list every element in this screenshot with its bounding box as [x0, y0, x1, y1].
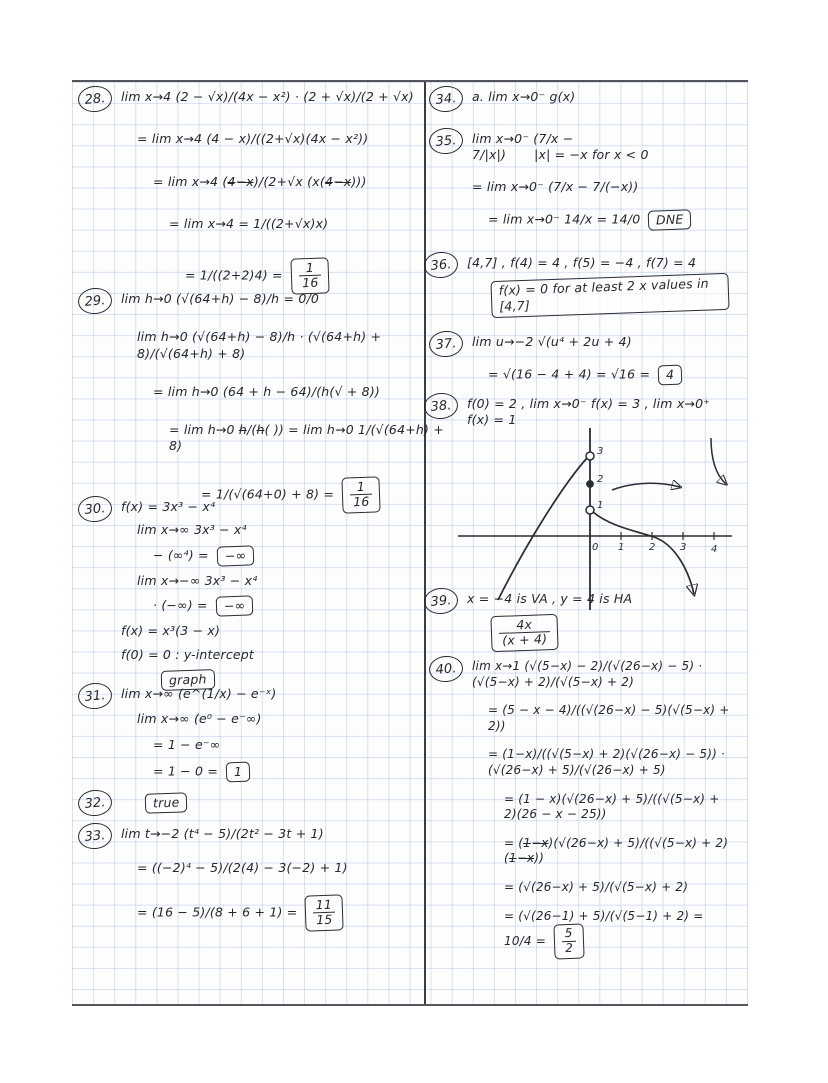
- math-line: [169, 216, 414, 232]
- problem-34: [429, 86, 575, 113]
- math-line: [137, 895, 348, 931]
- fraction-numerator: 1: [356, 478, 366, 494]
- open-point-y3: [586, 452, 594, 460]
- math-text: = 1/((2+2)4) =: [185, 267, 283, 283]
- fraction-denominator: 16: [299, 275, 322, 291]
- y-point-label: 3: [597, 446, 604, 457]
- left-branch-curve: [498, 458, 587, 600]
- problem-work: [467, 393, 729, 437]
- math-text: lim x→1 (√(5−x) − 2)/(√(26−x) − 5) · (√(5−x) + 2)/(√(5−x) + 2): [472, 659, 703, 689]
- boxed-answer: f(x) = 0 for at least 2 x values in [4,7]: [490, 273, 729, 318]
- math-line: [472, 659, 734, 690]
- problem-number-circle: 30.: [77, 495, 113, 524]
- math-text: lim h→0 (√(64+h) − 8)/h · (√(64+h) + 8)/(√(64+h) + 8): [137, 329, 382, 361]
- x-tick-label: 4: [711, 544, 718, 555]
- math-line: [467, 591, 632, 607]
- math-line: [472, 179, 734, 195]
- math-text: = lim x→4 (4 − x)/((2+√x)(4x − x²)): [137, 131, 369, 147]
- math-text: f(0) = 0 : y-intercept: [121, 646, 255, 662]
- problem-work: [472, 331, 682, 401]
- problem-number-circle: 29.: [77, 287, 113, 316]
- math-line: [121, 647, 257, 663]
- boxed-answer-fraction: [305, 894, 345, 931]
- math-line: [488, 703, 734, 734]
- math-line: [153, 546, 257, 566]
- fraction-numerator: 11: [315, 896, 333, 912]
- math-line: [504, 880, 734, 896]
- boxed-answer: true: [145, 792, 188, 814]
- math-line: [483, 615, 632, 651]
- problem-35: [429, 128, 734, 245]
- math-text: x = −4 is VA , y = 4 is HA: [467, 591, 633, 606]
- boxed-answer: graph: [161, 669, 215, 691]
- x-tick-label: 0: [592, 542, 599, 553]
- math-text: lim u→−2 √(u⁴ + 2u + 4): [472, 334, 632, 349]
- math-text: = 1 − 0 =: [153, 763, 219, 779]
- math-line: [121, 291, 451, 307]
- problem-36: [424, 252, 729, 320]
- y-point-label: 2: [597, 474, 604, 485]
- boxed-answer: DNE: [648, 209, 692, 231]
- right-branch-curve: [593, 512, 694, 594]
- boxed-answer-fraction: [553, 924, 584, 960]
- math-text: = lim h→0 h̶/(h̶( )) = lim h→0 1/(√(64+h) + 8): [169, 422, 444, 454]
- problem-number-circle: 38.: [423, 392, 459, 421]
- problem-number-circle: 39.: [423, 587, 459, 616]
- math-line: [472, 131, 734, 164]
- math-line: [488, 365, 682, 385]
- math-line: [153, 384, 451, 400]
- math-line: [504, 836, 734, 867]
- boxed-answer: −∞: [215, 595, 253, 617]
- problem-work: [121, 496, 257, 697]
- math-text: f(0) = 2 , lim x→0⁻ f(x) = 3 , lim x→0⁺ f(x) = 1: [467, 396, 711, 428]
- math-line: [153, 174, 414, 190]
- problem-28: [78, 86, 414, 320]
- math-line: [137, 522, 257, 538]
- problem-number-circle: 35.: [428, 127, 464, 156]
- math-line: [137, 711, 276, 727]
- math-line: [121, 826, 348, 842]
- problem-37: [429, 331, 682, 401]
- problem-work: [467, 252, 729, 320]
- math-text: lim h→0 (√(64+h) − 8)/h = 0/0: [121, 291, 320, 306]
- math-text: = lim x→4 = 1/((2+√x)x): [169, 215, 329, 231]
- math-line: [121, 686, 276, 702]
- math-line: [467, 255, 729, 271]
- x-tick-label: 2: [649, 542, 656, 553]
- boxed-answer-fraction: [341, 476, 381, 513]
- math-line: [137, 860, 348, 876]
- math-line: [483, 277, 729, 314]
- problem-work: [121, 86, 414, 320]
- math-text: lim x→−∞ 3x³ − x⁴: [137, 572, 258, 588]
- open-point-y1: [586, 506, 594, 514]
- fraction-denominator: 2: [562, 941, 576, 956]
- x-tick-label: 3: [680, 542, 687, 553]
- problem-work: [121, 823, 348, 948]
- math-text: = (1 − x)(√(26−x) + 5)/((√(5−x) + 2)(26 − x − 25)): [504, 791, 720, 822]
- problem-number-circle: 31.: [77, 682, 113, 711]
- math-line: [153, 762, 276, 782]
- problem-number-circle: 36.: [423, 251, 459, 280]
- problem-work: [467, 588, 632, 659]
- problem-31: [78, 683, 276, 791]
- math-text: = √(16 − 4 + 4) = √16 =: [488, 366, 651, 382]
- problem-number-circle: 37.: [428, 330, 464, 359]
- side-note: |x| = −x for x < 0: [534, 147, 649, 163]
- math-text: = ((−2)⁴ − 5)/(2(4) − 3(−2) + 1): [137, 860, 348, 876]
- problem-work: [472, 656, 734, 972]
- math-line: [472, 334, 682, 350]
- math-line: [137, 131, 414, 147]
- problem-number-circle: 33.: [77, 822, 113, 851]
- math-line: [153, 737, 276, 753]
- annotation-arrow-down: [711, 438, 726, 484]
- math-text: lim x→0⁻ (7/x − 7/|x|): [472, 131, 574, 163]
- math-text: lim t→−2 (t⁴ − 5)/(2t² − 3t + 1): [121, 826, 324, 841]
- math-text: = (1̶−̶x̶)(√(26−x) + 5)/((√(5−x) + 2)(1̶−̶x̶)): [504, 835, 729, 866]
- math-line: [121, 89, 414, 105]
- math-text: f(x) = x³(3 − x): [121, 623, 221, 639]
- math-text: = (5 − x − 4)/((√(26−x) − 5)(√(5−x) + 2)): [488, 703, 730, 733]
- math-text: = lim x→0⁻ 14/x = 14/0: [488, 211, 641, 227]
- math-text: = 1/(√(64+0) + 8) =: [201, 485, 335, 501]
- math-line: [488, 747, 734, 778]
- problem-number-circle: 34.: [428, 85, 464, 114]
- math-line: [137, 573, 257, 589]
- math-line: [137, 793, 187, 813]
- closed-point-y2: [587, 481, 594, 488]
- math-text: lim x→∞ (e⁰ − e⁻∞): [137, 711, 262, 727]
- boxed-answer: 4: [658, 365, 683, 386]
- fraction-numerator: 5: [564, 925, 573, 941]
- problem-30: [78, 496, 257, 697]
- graph-paper-sheet: [72, 80, 748, 1006]
- boxed-answer-fraction: [490, 614, 558, 652]
- math-line: [137, 329, 451, 362]
- boxed-answer: 1: [226, 761, 251, 782]
- fraction-denominator: 15: [313, 911, 336, 927]
- annotation-arrow-right: [612, 483, 680, 490]
- problem-work: [472, 128, 734, 245]
- problem-work: [121, 683, 276, 791]
- problem-40: [429, 656, 734, 972]
- math-text: lim x→∞ (e^(1/x) − e⁻ˣ): [121, 686, 277, 701]
- boxed-answer: −∞: [216, 545, 254, 567]
- math-line: [488, 210, 734, 230]
- math-text: = (1−x)/((√(5−x) + 2)(√(26−x) − 5)) · (√(26−x) + 5)/(√(26−x) + 5): [488, 747, 726, 777]
- math-text: · (−∞) =: [153, 597, 208, 613]
- math-line: [472, 89, 575, 105]
- math-text: = lim x→4 (4̶−̶x̶)/(2+√x (x(4̶−̶x̶))): [153, 173, 367, 189]
- problem-32: [78, 790, 187, 821]
- problem-work: [472, 86, 575, 113]
- math-text: [4,7] , f(4) = 4 , f(5) = −4 , f(7) = 4: [467, 255, 697, 270]
- piecewise-function-graph: [440, 424, 750, 614]
- fraction-numerator: 1: [305, 259, 314, 276]
- math-line: [169, 422, 451, 455]
- problem-number-circle: 28.: [77, 85, 113, 114]
- problem-39: [424, 588, 632, 659]
- math-text: = lim x→0⁻ (7/x − 7/(−x)): [472, 178, 639, 194]
- problem-number-circle: 32.: [77, 789, 113, 818]
- math-text: a. lim x→0⁻ g(x): [472, 89, 576, 104]
- problem-work: [121, 790, 187, 821]
- column-divider-line: [424, 82, 426, 1004]
- problem-33: [78, 823, 348, 948]
- fraction-numerator: 4x: [516, 616, 533, 633]
- math-line: [153, 596, 257, 616]
- math-text: = 1 − e⁻∞: [153, 736, 221, 752]
- math-line: [467, 396, 729, 429]
- math-text: lim x→4 (2 − √x)/(4x − x²) · (2 + √x)/(2 + √x): [121, 89, 414, 104]
- problem-38: [424, 393, 729, 437]
- math-text: = (16 − 5)/(8 + 6 + 1) =: [137, 903, 298, 919]
- y-point-label: 1: [597, 500, 604, 511]
- math-text: = lim h→0 (64 + h − 64)/(h(√ + 8)): [153, 383, 380, 399]
- x-tick-label: 1: [618, 542, 625, 553]
- fraction-denominator: (x + 4): [499, 632, 550, 649]
- math-text: = (√(26−1) + 5)/(√(5−1) + 2) = 10/4 =: [504, 908, 704, 948]
- math-text: lim x→∞ 3x³ − x⁴: [137, 522, 247, 538]
- math-line: [121, 623, 257, 639]
- math-line: [504, 909, 734, 959]
- math-line: [504, 792, 734, 823]
- math-text: = (√(26−x) + 5)/(√(5−x) + 2): [504, 879, 689, 894]
- math-text: − (∞⁴) =: [153, 547, 209, 563]
- fraction-denominator: 16: [350, 493, 373, 509]
- math-text: f(x) = 3x³ − x⁴: [121, 499, 216, 514]
- problem-number-circle: 40.: [428, 655, 464, 684]
- math-line: [121, 499, 257, 515]
